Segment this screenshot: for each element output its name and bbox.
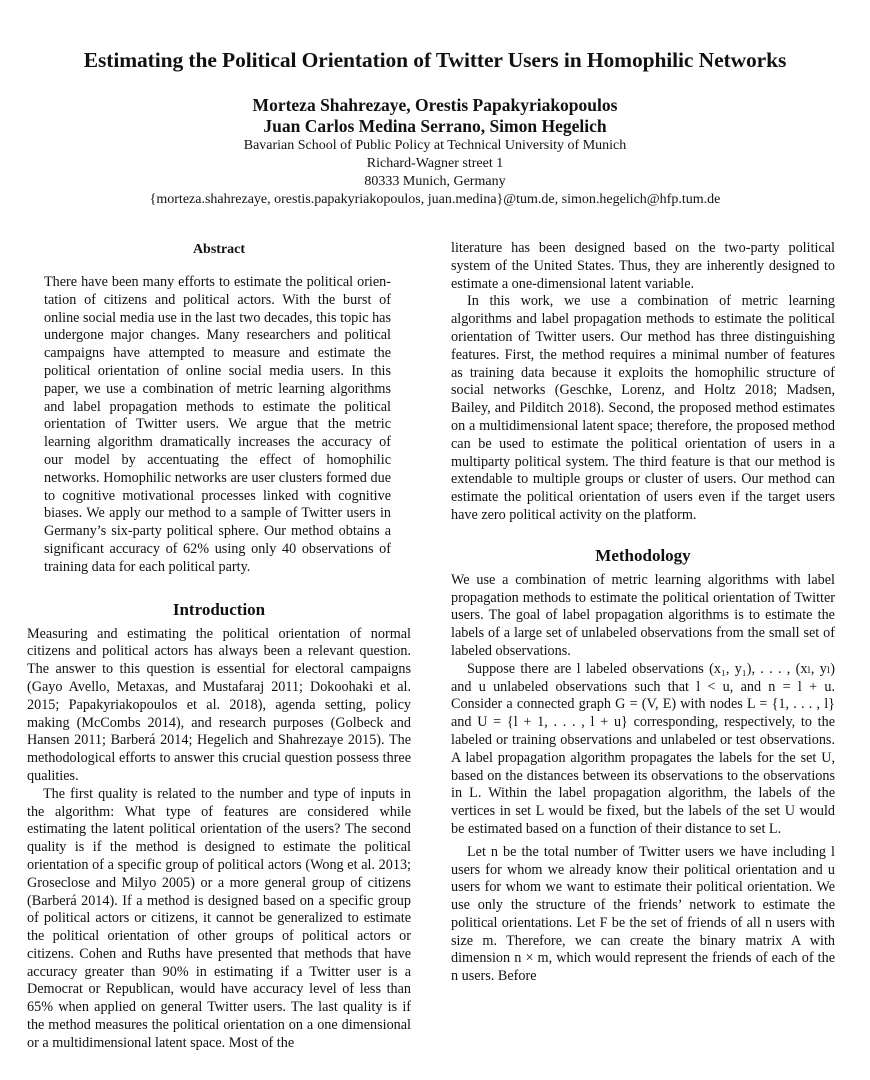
methodology-paragraph-3: Let n be the total number of Twitter users we have including l users for whom we already know their political orientation and u users for whom we want to estimate their political orientation. We use only the structure of the friends’ network to estimate the political orientations. Let F be the set of friends of all n users with size m. Therefore, we can create the binary matrix A with dimension n × m, which would represent the friends of each of the n users. Before bbox=[451, 843, 835, 985]
left-column bbox=[27, 240, 411, 1053]
abstract-heading: Abstract bbox=[192, 242, 246, 257]
right-paragraph-this-work: In this work, we use a combination of metric learning algorithms and label propagation methods to estimate the political orientation of Twitter users. Our method has three distinguishing features. First, the method requires a minimal number of features as training data because it exploits the homophilic structure of social networks (Geschke, Lorenz, and Holtz 2018; Madsen, Bailey, and Pilditch 2018). Second, the proposed method estimates on a multidimensional latent space; therefore, the proposed method can be used to estimate the political orientation of users in a multiparty political system. The third feature is that our method is extendable to multiple groups or cluster of users. Our method can estimate the political orientation of users even if the target users have zero political activity on the platform. bbox=[451, 293, 835, 523]
author-line-2: Juan Carlos Medina Serrano, Simon Hegelich bbox=[263, 116, 607, 136]
methodology-paragraph-2: Suppose there are l labeled observations (x₁, y₁), . . . , (xₗ, yₗ) and u unlabeled observations such that l < u, and n = l + u. Consider a connected graph G = (V, E) with nodes L = {1, . . . , l} and U = {l + 1, . . . , l + u} corresponding, respectively, to the labeled or training observations and unlabeled or test observations. A label propagation algorithm propagates the labels for the set U, based on the distances between its observations to the observations in L. Within the label propagation algorithm, the labels of the vertices in set L would be fixed, but the labels of the set U would be estimated based on a function of their distance to set L. bbox=[451, 660, 835, 837]
introduction-paragraph-1: Measuring and estimating the political orientation of normal citizens and political actors has always been a relevant question. The answer to this question is essential for electoral campaigns (Gayo Avello, Metaxas, and Mustafaraj 2011; Dokoohaki et al. 2015; Papakyriakopoulos et al. 2018), agenda setting, policy making (McCombs 2014), and research purposes (Golbeck and Hansen 2011; Barberá 2014; Hegelich and Shahrezaye 2015). The methodological efforts to answer this crucial question possess three qualities. bbox=[27, 625, 411, 784]
paper-title: Estimating the Political Orientation of Twitter Users in Homophilic Networks bbox=[83, 48, 787, 72]
introduction-heading: Introduction bbox=[172, 599, 266, 619]
introduction-paragraph-2: The first quality is related to the number and type of inputs in the algorithm: What type of features are considered while estimating the latent political orientation of the users? The second quality is if the method is designed to estimate the political orientation of a specific group of political actors (Wong et al. 2013; Groseclose and Milyo 2005) or a more general group of citizens (Barberá 2014). If a method is designed based on a specific group of political actors or citizens, it cannot be generalized to estimate the political orientation of other groups of political actors or citizens. Cohen and Ruths have presented that methods that have accuracy greater than 90% in estimating if a Twitter user is a Democrat or Republican, would have accuracy level of less than 65% when applied on general Twitter users. The last quality is if the method measures the political orientation on a one dimensional or a multidimensional latent space. Most of the bbox=[27, 785, 411, 1051]
affiliation-city: 80333 Munich, Germany bbox=[364, 174, 506, 189]
author-line-1: Morteza Shahrezaye, Orestis Papakyriakopoulos bbox=[252, 95, 618, 115]
abstract-text: There have been many efforts to estimate the political orientation of citizens and political actors. With the burst of online social media use in the last two decades, this topic has undergone major changes. Many researchers and political campaigns have attempted to measure and estimate the political orientation of online social media users. In this paper, we use a combination of metric learning algorithms and label propagation methods to estimate the political orientation of Twitter users. We argue that the metric learning algorithm dramatically increases the accuracy of our model by accentuating the effect of homophilic networks. Homophilic networks are user clusters formed due to cognitive motivational processes linked with cognitive biases. We apply our method to a sample of Twitter users in Germany’s six-party political sphere. Our method obtains a significant accuracy of 62% using only 40 observations of training data for each political party. bbox=[44, 274, 391, 575]
affiliation-street: Richard-Wagner street 1 bbox=[366, 156, 504, 171]
methodology-paragraph-1: We use a combination of metric learning algorithms with label propagation methods to estimate the political orientation of Twitter users. The goal of label propagation algorithms is to estimate the labels of a large set of unlabeled observations from the small set of labeled observations. bbox=[451, 571, 835, 659]
right-column bbox=[451, 240, 835, 986]
right-paragraph-continued: literature has been designed based on the two-party political system of the United States. Thus, they are inherently designed to estimate a one-dimensional latent variable. bbox=[451, 240, 835, 292]
affiliation-institution: Bavarian School of Public Policy at Technical University of Munich bbox=[243, 138, 627, 153]
author-emails: {morteza.shahrezaye, orestis.papakyriakopoulos, juan.medina}@tum.de, simon.hegelich@hfp.tum.de bbox=[149, 192, 721, 207]
methodology-heading: Methodology bbox=[595, 545, 691, 565]
author-block bbox=[0, 95, 870, 209]
